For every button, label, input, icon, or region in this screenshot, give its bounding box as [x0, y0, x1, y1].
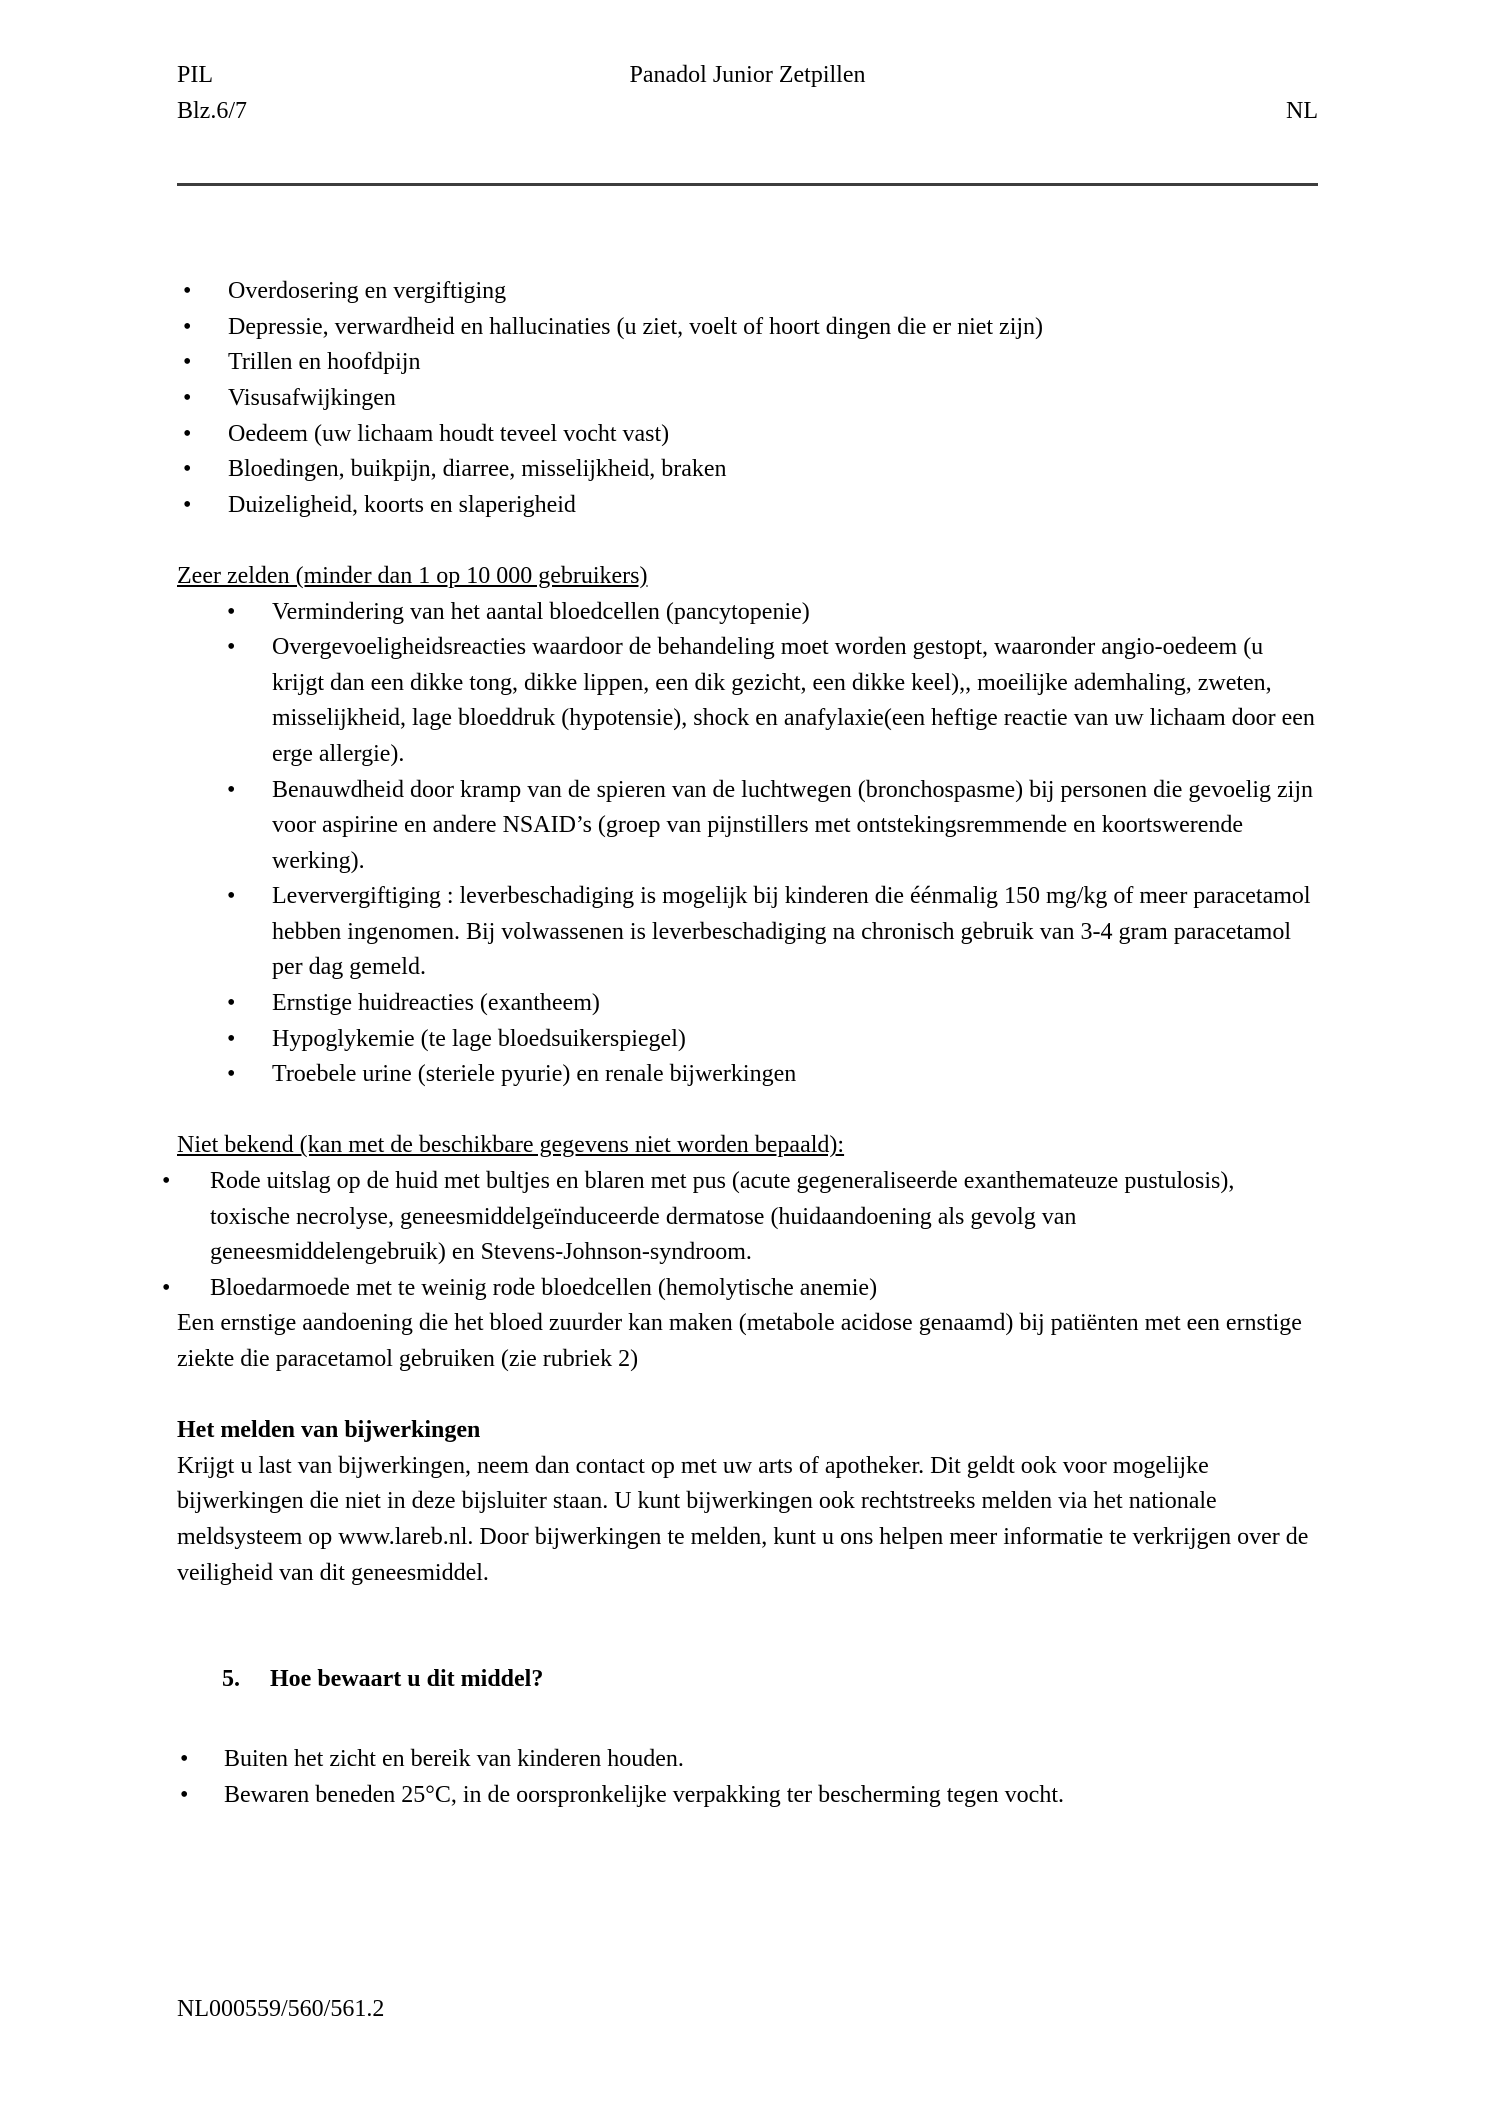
list-item — [177, 630, 1318, 772]
section-title: Hoe bewaart u dit middel? — [270, 1666, 544, 1693]
list-item-text: Vermindering van het aantal bloedcellen (pancytopenie) — [272, 598, 810, 625]
metabolic-acidosis-note: Een ernstige aandoening die het bloed zuurder kan maken (metabole acidose genaamd) bij patiënten met een ernstige ziekte die paracetamol gebruiken (zie rubriek 2) — [177, 1310, 1302, 1372]
list-item — [177, 417, 1318, 453]
list-item — [177, 595, 1318, 631]
document-reference: NL000559/560/561.2 — [177, 1996, 385, 2022]
bullet-icon: • — [183, 456, 192, 483]
list-item — [177, 1022, 1318, 1058]
document-title: Panadol Junior Zetpillen — [629, 62, 866, 88]
bullet-icon: • — [162, 1168, 171, 1195]
list-item — [177, 345, 1318, 381]
list-item — [177, 452, 1318, 488]
reporting-paragraph: Krijgt u last van bijwerkingen, neem dan contact op met uw arts of apotheker. Dit geldt ook voor mogelijke bijwerkingen die niet in deze bijsluiter staan. U kunt bijwerkingen ook rechtstreeks melden via het nationale meldsysteem op www.lareb.nl. Door bijwerkingen te melden, kunt u ons helpen meer informatie te verkrijgen over de veiligheid van dit geneesmiddel. — [177, 1452, 1309, 1586]
list-item-text: Bloedarmoede met te weinig rode bloedcellen (hemolytische anemie) — [210, 1274, 878, 1301]
list-item-text: Troebele urine (steriele pyurie) en renale bijwerkingen — [272, 1061, 797, 1088]
list-item-text: Rode uitslag op de huid met bultjes en blaren met pus (acute gegeneraliseerde exanthemateuze pustulosis), toxische necrolyse, geneesmiddelgeïnduceerde dermatose (huidaandoening als gevolg van geneesmiddelengebruik) en Stevens-Johnson-syndroom. — [210, 1168, 1235, 1266]
page-number-label: Blz.6/7 — [177, 97, 247, 124]
page-header — [177, 58, 1318, 129]
header-rule — [177, 183, 1318, 186]
not-known-effects-list — [162, 1164, 1318, 1306]
bullet-icon: • — [162, 1274, 171, 1301]
storage-instructions-list — [177, 1742, 1318, 1813]
section-heading-storage — [177, 1662, 1318, 1698]
bullet-icon: • — [227, 634, 236, 661]
bullet-icon: • — [227, 1025, 236, 1052]
bullet-icon: • — [183, 313, 192, 340]
list-item-text: Depressie, verwardheid en hallucinaties (u ziet, voelt of hoort dingen die er niet zijn) — [228, 313, 1044, 340]
bullet-icon: • — [183, 349, 192, 376]
list-item — [177, 879, 1318, 986]
list-item-text: Leververgiftiging : leverbeschadiging is mogelijk bij kinderen die éénmalig 150 mg/kg of meer paracetamol hebben ingenomen. Bij volwassenen is leverbeschadiging na chronisch gebruik van 3-4 gram paracetamol per dag gemeld. — [272, 883, 1311, 981]
list-item — [162, 1271, 1318, 1307]
list-item — [177, 274, 1318, 310]
bullet-icon: • — [180, 1781, 189, 1808]
very-rare-effects-list — [177, 595, 1318, 1093]
list-item-text: Trillen en hoofdpijn — [228, 349, 421, 376]
list-item-text: Oedeem (uw lichaam houdt teveel vocht vast) — [228, 420, 670, 447]
section-heading-not-known: Niet bekend (kan met de beschikbare gegevens niet worden bepaald): — [177, 1132, 845, 1159]
list-item — [177, 1742, 1318, 1778]
list-item-text: Ernstige huidreacties (exantheem) — [272, 990, 600, 1017]
section-number: 5. — [222, 1666, 240, 1693]
header-row-1 — [177, 58, 1318, 94]
language-label: NL — [1286, 97, 1318, 124]
list-item — [177, 1057, 1318, 1093]
list-item — [162, 1164, 1318, 1271]
doc-type-label: PIL — [177, 62, 213, 88]
bullet-icon: • — [183, 420, 192, 447]
list-item — [177, 986, 1318, 1022]
bullet-icon: • — [183, 491, 192, 518]
bullet-icon: • — [183, 278, 192, 305]
list-item — [177, 488, 1318, 524]
bullet-icon: • — [183, 384, 192, 411]
section-heading-reporting: Het melden van bijwerkingen — [177, 1417, 481, 1444]
list-item-text: Overdosering en vergiftiging — [228, 278, 507, 305]
list-item-text: Buiten het zicht en bereik van kinderen houden. — [224, 1745, 684, 1772]
list-item-text: Benauwdheid door kramp van de spieren van de luchtwegen (bronchospasme) bij personen die gevoelig zijn voor aspirine en andere NSAID’s (groep van pijnstillers met ontstekingsremmende en koortswerende werking). — [272, 776, 1314, 874]
list-item-text: Visusafwijkingen — [228, 384, 396, 411]
list-item-text: Overgevoeligheidsreacties waardoor de behandeling moet worden gestopt, waaronder angio-oedeem (u krijgt dan een dikke tong, dikke lippen, een dik gezicht, een dikke keel),, moeilijke ademhaling, zweten, misselijkheid, lage bloeddruk (hypotensie), shock en anafylaxie(een heftige reactie van uw lichaam door een erge allergie). — [272, 634, 1315, 767]
list-item — [177, 310, 1318, 346]
section-heading-very-rare: Zeer zelden (minder dan 1 op 10 000 gebruikers) — [177, 562, 648, 589]
bullet-icon: • — [227, 598, 236, 625]
bullet-icon: • — [227, 990, 236, 1017]
header-row-2 — [177, 94, 1318, 130]
list-item-text: Hypoglykemie (te lage bloedsuikerspiegel) — [272, 1025, 686, 1052]
common-side-effects-list — [177, 274, 1318, 523]
list-item — [177, 1778, 1318, 1814]
list-item-text: Bloedingen, buikpijn, diarree, misselijkheid, braken — [228, 456, 727, 483]
bullet-icon: • — [180, 1745, 189, 1772]
list-item-text: Bewaren beneden 25°C, in de oorspronkelijke verpakking ter bescherming tegen vocht. — [224, 1781, 1064, 1808]
list-item-text: Duizeligheid, koorts en slaperigheid — [228, 491, 576, 518]
bullet-icon: • — [227, 1061, 236, 1088]
bullet-icon: • — [227, 883, 236, 910]
bullet-icon: • — [227, 776, 236, 803]
list-item — [177, 381, 1318, 417]
list-item — [177, 773, 1318, 880]
